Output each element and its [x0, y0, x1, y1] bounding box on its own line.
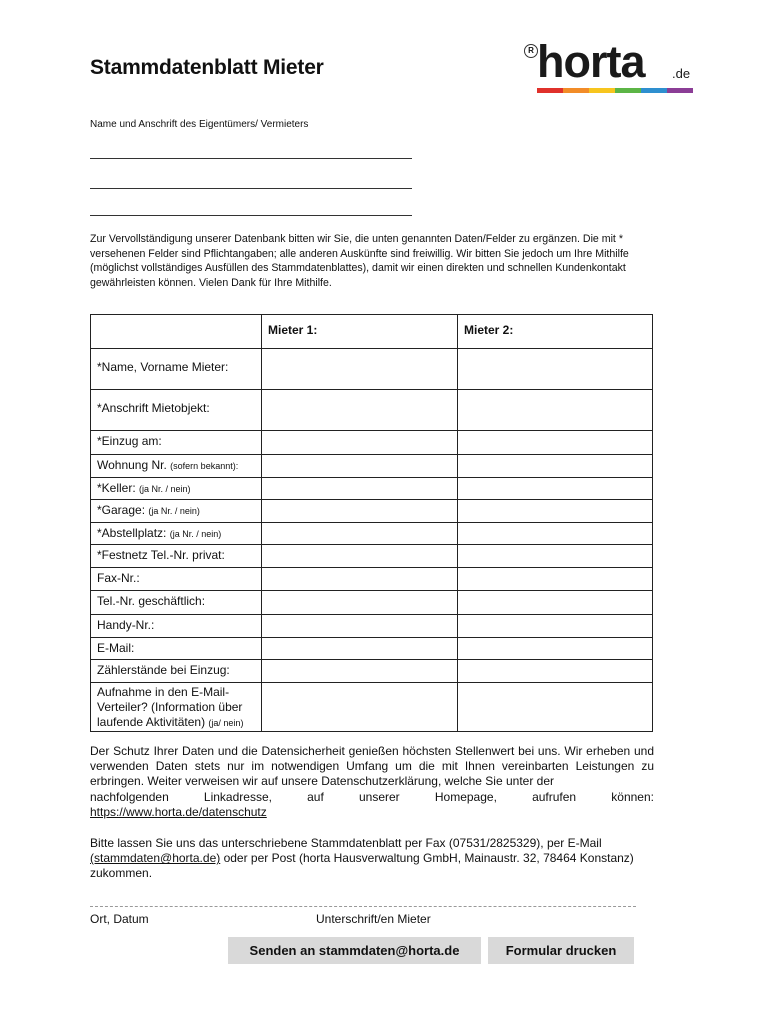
- intro-text: Zur Vervollständigung unserer Datenbank bitten wir Sie, die unten genannten Daten/Felder zu ergänzen. Die mit * versehenen Felder sind Pflichtangaben; alle anderen Auskünfte sind freiwillig. Wir bitten Sie jedoch um Ihre Mithilfe (möglichst vollständiges Ausfüllen des Stammdatenblattes), damit wir einen direkten und schnellen Kundenkontakt gewährleisten können. Vielen Dank für Ihre Mithilfe.: [90, 233, 629, 289]
- logo-color-bar: [537, 88, 693, 93]
- table-row: [91, 478, 653, 500]
- owner-label: Name und Anschrift des Eigentümers/ Vermieters: [90, 119, 309, 130]
- table-row: [91, 431, 653, 455]
- tenant-2-input-cell[interactable]: [458, 478, 653, 500]
- row-label: [91, 349, 262, 390]
- page-title: Stammdatenblatt Mieter: [90, 56, 324, 79]
- horta-logo: [520, 36, 695, 98]
- tenant-1-input-cell[interactable]: [262, 638, 458, 660]
- row-label-text: *Abstellplatz:: [97, 526, 167, 540]
- row-label: [91, 615, 262, 638]
- row-label: [91, 568, 262, 591]
- tenant-data-table: [90, 314, 653, 732]
- row-label-text: Wohnung Nr.: [97, 458, 167, 472]
- tenant-2-input-cell[interactable]: [458, 638, 653, 660]
- row-label-text: *Keller:: [97, 481, 136, 495]
- row-label-text: Handy-Nr.:: [97, 618, 155, 632]
- table-row: [91, 349, 653, 390]
- row-label: [91, 638, 262, 660]
- logo-color-segment: [563, 88, 589, 93]
- table-row: [91, 638, 653, 660]
- header-tenant-1: Mieter 1:: [262, 315, 458, 349]
- send-email-button[interactable]: Senden an stammdaten@horta.de: [228, 937, 481, 964]
- owner-line-3[interactable]: [90, 215, 412, 216]
- tenant-1-input-cell[interactable]: [262, 431, 458, 455]
- tenant-1-input-cell[interactable]: [262, 455, 458, 478]
- header-empty-cell: [91, 315, 262, 349]
- send-text: Bitte lassen Sie uns das unterschriebene Stammdatenblatt per Fax (07531/2825329), per E-Mail: [90, 836, 602, 850]
- signature-line[interactable]: [90, 906, 636, 907]
- table-row: [91, 683, 653, 732]
- row-label-note: (sofern bekannt):: [170, 461, 239, 471]
- tenant-1-input-cell[interactable]: [262, 568, 458, 591]
- privacy-link[interactable]: https://www.horta.de/datenschutz: [90, 804, 267, 819]
- tenant-2-input-cell[interactable]: [458, 500, 653, 523]
- tenant-2-input-cell[interactable]: [458, 568, 653, 591]
- row-label: [91, 545, 262, 568]
- row-label-text: Fax-Nr.:: [97, 571, 140, 585]
- send-instructions: [90, 836, 654, 882]
- tenant-2-input-cell[interactable]: [458, 615, 653, 638]
- row-label: [91, 683, 262, 732]
- logo-wordmark: horta: [537, 36, 645, 87]
- tenant-1-input-cell[interactable]: [262, 523, 458, 545]
- place-date-label: Ort, Datum: [90, 912, 149, 926]
- tenant-1-input-cell[interactable]: [262, 591, 458, 615]
- table-row: [91, 500, 653, 523]
- tenant-1-input-cell[interactable]: [262, 478, 458, 500]
- logo-color-segment: [641, 88, 667, 93]
- owner-line-2[interactable]: [90, 188, 412, 189]
- tenant-2-input-cell[interactable]: [458, 683, 653, 732]
- row-label: [91, 390, 262, 431]
- privacy-text-2: nachfolgenden Linkadresse, auf unserer Homepage, aufrufen können:: [90, 789, 654, 804]
- row-label: [91, 500, 262, 523]
- tenant-1-input-cell[interactable]: [262, 500, 458, 523]
- table-row: [91, 545, 653, 568]
- row-label: [91, 660, 262, 683]
- tenant-2-input-cell[interactable]: [458, 431, 653, 455]
- header-tenant-2: Mieter 2:: [458, 315, 653, 349]
- table-row: [91, 568, 653, 591]
- row-label-text: *Festnetz Tel.-Nr. privat:: [97, 548, 225, 562]
- tenant-1-input-cell[interactable]: [262, 349, 458, 390]
- privacy-notice: [90, 744, 654, 820]
- table-row: [91, 660, 653, 683]
- tenant-1-input-cell[interactable]: [262, 545, 458, 568]
- table-row: [91, 390, 653, 431]
- row-label: [91, 591, 262, 615]
- row-label: [91, 478, 262, 500]
- row-label: [91, 431, 262, 455]
- print-form-button[interactable]: Formular drucken: [488, 937, 634, 964]
- row-label-text: *Garage:: [97, 503, 146, 517]
- row-label-text: Tel.-Nr. geschäftlich:: [97, 594, 206, 608]
- tenant-2-input-cell[interactable]: [458, 591, 653, 615]
- tenant-2-input-cell[interactable]: [458, 390, 653, 431]
- email-link[interactable]: (stammdaten@horta.de): [90, 851, 221, 866]
- logo-color-segment: [589, 88, 615, 93]
- tenant-2-input-cell[interactable]: [458, 545, 653, 568]
- row-label-text: E-Mail:: [97, 641, 135, 655]
- privacy-text: Der Schutz Ihrer Daten und die Datensicherheit genießen höchsten Stellenwert bei uns. Wir erheben und verwenden Daten stets nur im notwendigen Umfang um die mit Ihnen vereinbarten Leistungen zu erbringen. Weiter verweisen wir auf unsere Datenschutzerklärung, welche Sie unter der: [90, 744, 654, 789]
- row-label-text: *Name, Vorname Mieter:: [97, 360, 229, 374]
- row-label-note: (ja Nr. / nein): [169, 529, 222, 539]
- row-label-text: Aufnahme in den E-Mail-Verteiler? (Information über laufende Aktivitäten): [97, 685, 243, 729]
- row-label-text: Zählerstände bei Einzug:: [97, 663, 230, 677]
- row-label-note: (ja Nr. / nein): [148, 506, 200, 516]
- tenant-2-input-cell[interactable]: [458, 660, 653, 683]
- owner-line-1[interactable]: [90, 158, 412, 159]
- tenant-1-input-cell[interactable]: [262, 615, 458, 638]
- send-text-2: oder per Post (horta Hausverwaltung GmbH, Mainaustr. 32, 78464 Konstanz) zukommen.: [90, 851, 634, 881]
- row-label-text: *Einzug am:: [97, 434, 162, 448]
- table-row: [91, 591, 653, 615]
- tenant-1-input-cell[interactable]: [262, 660, 458, 683]
- logo-color-segment: [537, 88, 563, 93]
- table-row: [91, 455, 653, 478]
- table-row: [91, 615, 653, 638]
- tenant-signature-label: Unterschrift/en Mieter: [316, 912, 431, 926]
- logo-color-segment: [615, 88, 641, 93]
- registered-mark: R: [524, 44, 538, 58]
- tenant-2-input-cell[interactable]: [458, 455, 653, 478]
- tenant-1-input-cell[interactable]: [262, 683, 458, 732]
- tenant-2-input-cell[interactable]: [458, 349, 653, 390]
- table-row: [91, 523, 653, 545]
- logo-color-segment: [667, 88, 693, 93]
- row-label-text: *Anschrift Mietobjekt:: [97, 401, 210, 415]
- row-label: [91, 523, 262, 545]
- row-label-note: (ja Nr. / nein): [139, 484, 191, 494]
- tenant-1-input-cell[interactable]: [262, 390, 458, 431]
- table-header-row: [91, 315, 653, 349]
- row-label: [91, 455, 262, 478]
- tenant-2-input-cell[interactable]: [458, 523, 653, 545]
- row-label-note: (ja/ nein): [208, 718, 244, 728]
- logo-domain: .de: [672, 66, 691, 81]
